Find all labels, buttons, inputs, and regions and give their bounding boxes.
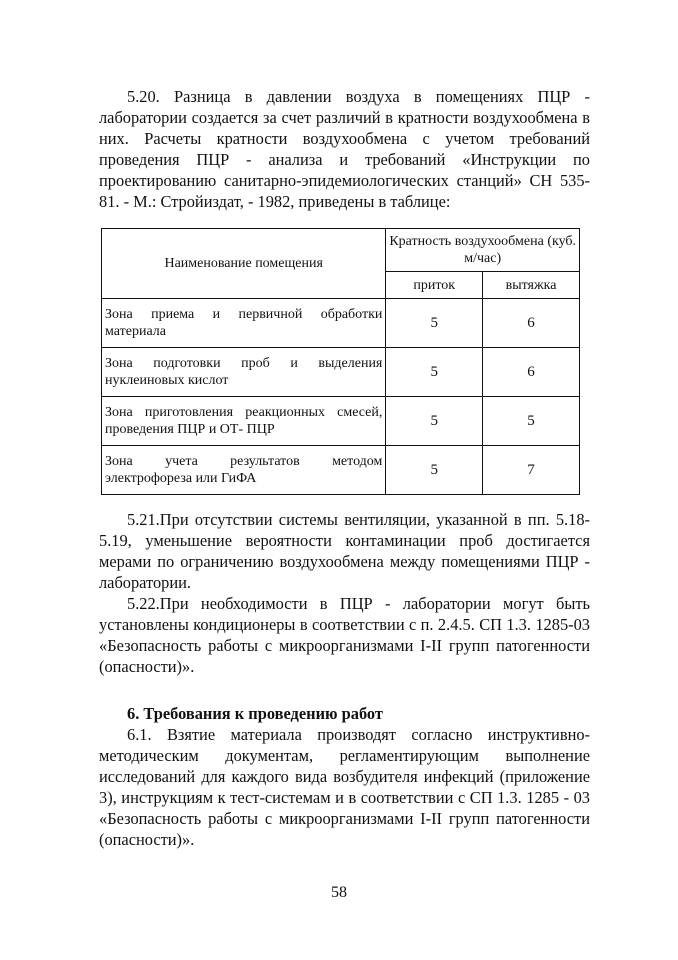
row-supply-value: 5 — [386, 299, 483, 348]
row-supply-value: 5 — [386, 348, 483, 397]
table-row — [102, 299, 580, 348]
page-number: 58 — [331, 884, 347, 901]
row-exhaust-value: 7 — [483, 446, 580, 495]
table-row — [102, 446, 580, 495]
row-exhaust-value: 6 — [483, 348, 580, 397]
page-body — [99, 86, 590, 850]
air-exchange-table — [101, 228, 580, 495]
paragraph-5-21: 5.21.При отсутствии системы вентиляции, указанной в пп. 5.18-5.19, уменьшение вероятности контаминации проб достигается мерами по ограничению воздухообмена между помещениями ПЦР - лаборатории. — [99, 510, 590, 592]
paragraph-6-1: 6.1. Взятие материала производят согласно инструктивно-методическим документам, регламентирующим выполнение исследований для каждого вида возбудителя инфекций (приложение 3), инструкциям к тест-системам и в соответствии с СП 1.3. 1285 - 03 «Безопасность работы с микроорганизмами I-II групп патогенности (опасности)». — [99, 725, 590, 849]
paragraph-5-20: 5.20. Разница в давлении воздуха в помещениях ПЦР - лаборатории создается за счет различий в кратности воздухообмена в них. Расчеты кратности воздухообмена с учетом требований проведения ПЦР - анализа и требований «Инструкции по проектированию санитарно-эпидемиологических станций» СН 535-81. - М.: Стройиздат, - 1982, приведены в таблице: — [99, 87, 590, 211]
paragraph-5-22: 5.22.При необходимости в ПЦР - лаборатории могут быть установлены кондиционеры в соответствии с п. 2.4.5. СП 1.3. 1285-03 «Безопасность работы с микроорганизмами I-II групп патогенности (опасности)». — [99, 594, 590, 676]
header-exhaust: вытяжка — [483, 272, 580, 299]
row-room-name: Зона подготовки проб и выделения нуклеиновых кислот — [102, 348, 386, 397]
row-exhaust-value: 5 — [483, 397, 580, 446]
row-room-name: Зона учета результатов методом электрофореза или ГиФА — [102, 446, 386, 495]
table-row — [102, 397, 580, 446]
row-room-name: Зона приготовления реакционных смесей, проведения ПЦР и ОТ- ПЦР — [102, 397, 386, 446]
header-supply: приток — [386, 272, 483, 299]
section-6-heading: 6. Требования к проведению работ — [127, 704, 383, 723]
header-air-exchange: Кратность воздухообмена (куб. м/час) — [386, 229, 580, 272]
row-supply-value: 5 — [386, 397, 483, 446]
row-exhaust-value: 6 — [483, 299, 580, 348]
table-row — [102, 348, 580, 397]
row-supply-value: 5 — [386, 446, 483, 495]
row-room-name: Зона приема и первичной обработки материала — [102, 299, 386, 348]
header-room-name: Наименование помещения — [102, 229, 386, 299]
